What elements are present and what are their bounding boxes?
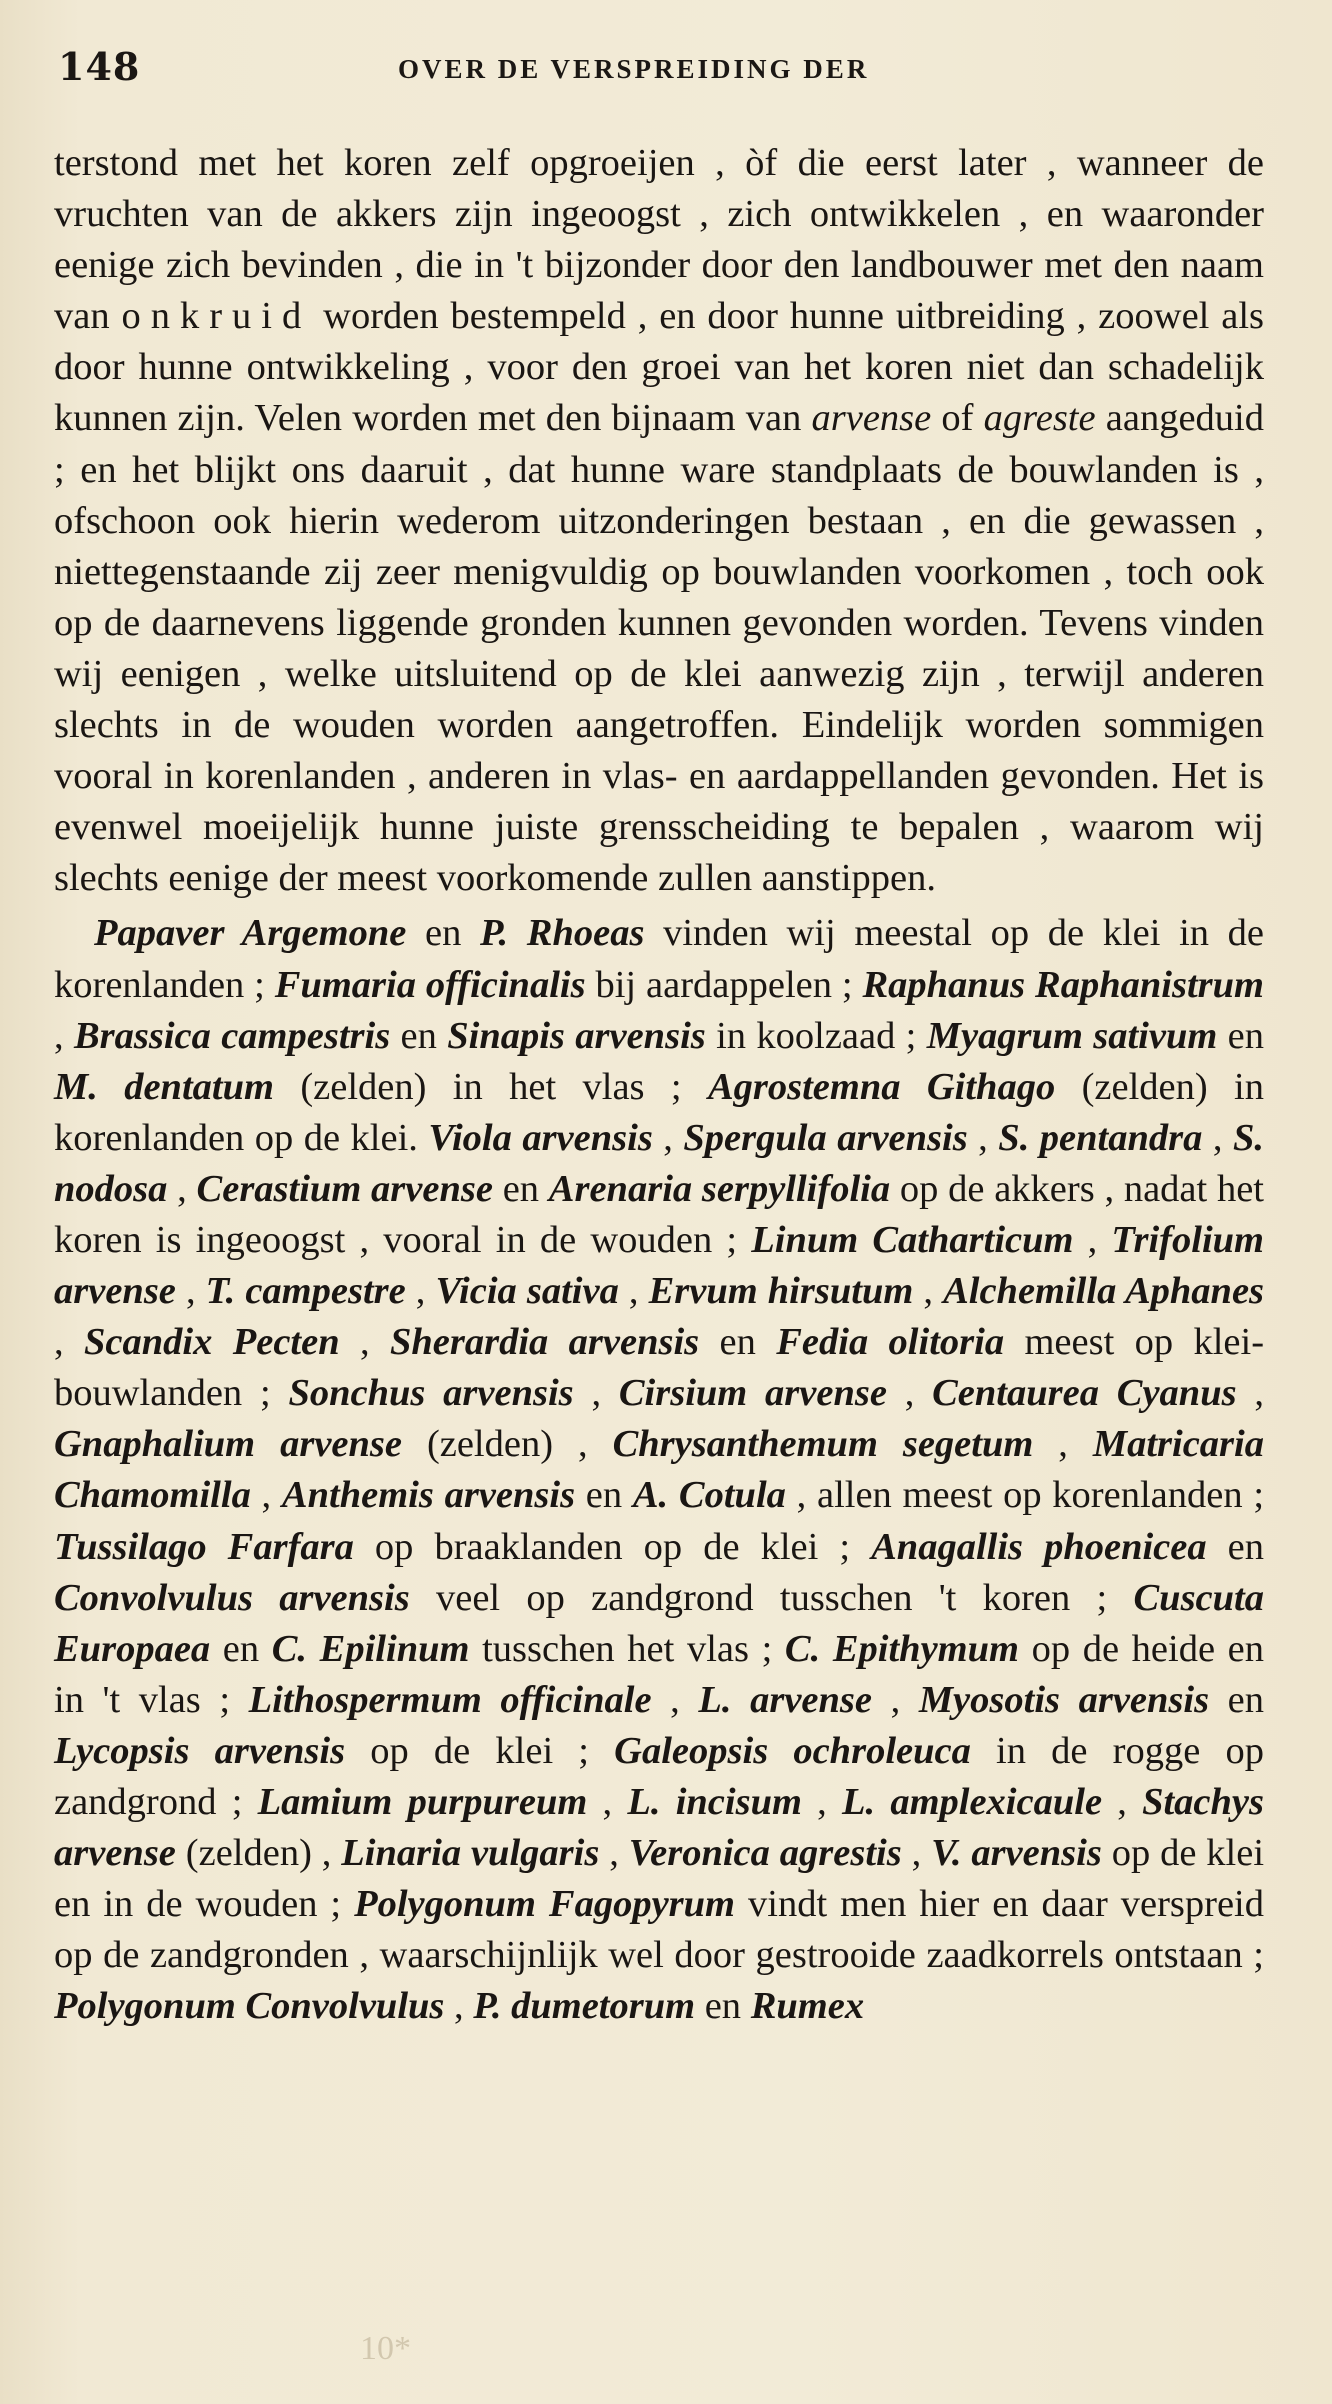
paragraph-2-text: op de heide en in 't vlas ; bbox=[54, 1627, 1264, 1721]
species-name: Anagallis phoenicea bbox=[871, 1525, 1207, 1568]
paragraph-2-text: op braaklanden op de klei ; bbox=[353, 1525, 872, 1568]
species-name: Fumaria officinalis bbox=[274, 963, 586, 1006]
paragraph-2-text: , bbox=[444, 1985, 474, 2028]
paragraph-2-text: , bbox=[1102, 1781, 1143, 1823]
species-name: C. Epithymum bbox=[784, 1627, 1019, 1670]
paragraph-2-text: (zelden) in het vlas ; bbox=[273, 1065, 708, 1108]
paragraph-2-text: , bbox=[1073, 1218, 1112, 1261]
species-name: Vicia sativa bbox=[435, 1270, 619, 1313]
species-name: Sonchus arvensis bbox=[288, 1372, 574, 1415]
paragraph-2-species-list bbox=[54, 908, 1264, 2032]
paragraph-2-text: , bbox=[599, 1832, 629, 1875]
species-name: Ervum hirsutum bbox=[648, 1270, 914, 1313]
paragraph-2-text: meest op klei-bouwlanden ; bbox=[54, 1321, 1265, 1415]
signature-mark: 10* bbox=[360, 2330, 411, 2367]
paragraph-2-text: en bbox=[1209, 1678, 1265, 1721]
species-name: Sinapis arvensis bbox=[447, 1014, 706, 1057]
paragraph-2-text: en bbox=[1206, 1525, 1264, 1568]
species-name: Fedia olitoria bbox=[776, 1321, 1005, 1364]
paragraph-2-text: en bbox=[492, 1167, 549, 1210]
species-name: S. nodosa bbox=[54, 1116, 1265, 1210]
paragraph-2-text: , bbox=[573, 1372, 619, 1415]
species-name: C. Epilinum bbox=[271, 1627, 470, 1670]
species-name: Polygonum Fagopyrum bbox=[354, 1883, 736, 1926]
paragraph-2-text: en bbox=[695, 1985, 751, 2028]
species-name: Lithospermum officinale bbox=[248, 1678, 652, 1721]
paragraph-2-text: en bbox=[406, 912, 480, 955]
paragraph-2-text: , bbox=[901, 1832, 932, 1875]
species-name: Veronica agrestis bbox=[628, 1832, 902, 1875]
paragraph-2-text: in de rogge op zandgrond ; bbox=[54, 1729, 1264, 1823]
species-name: Cerastium arvense bbox=[196, 1167, 493, 1210]
paragraph-2-text: (zelden) , bbox=[401, 1423, 613, 1466]
paragraph-2-text: , bbox=[54, 1321, 84, 1364]
paragraph-2-text: , bbox=[801, 1781, 842, 1823]
species-name: Convolvulus arvensis bbox=[54, 1576, 410, 1619]
paragraph-2-text: , bbox=[339, 1321, 390, 1364]
paragraph-2-text: (zelden) in korenlanden op de klei. bbox=[54, 1065, 1264, 1159]
species-name: Linaria vulgaris bbox=[341, 1832, 600, 1875]
species-name: Brassica campestris bbox=[73, 1014, 391, 1057]
paragraph-2-text: , bbox=[54, 1014, 74, 1057]
paragraph-2-text: veel op zandgrond tusschen 't koren ; bbox=[409, 1576, 1134, 1619]
species-name: A. Cotula bbox=[632, 1474, 786, 1517]
paragraph-2-text: en bbox=[210, 1627, 272, 1670]
species-name: Sherardia arvensis bbox=[389, 1321, 700, 1364]
paragraph-2-text: , bbox=[967, 1116, 999, 1159]
paragraph-2-text: tusschen het vlas ; bbox=[469, 1627, 785, 1670]
species-name: Centaurea Cyanus bbox=[932, 1372, 1237, 1415]
species-name: Cirsium arvense bbox=[618, 1372, 887, 1415]
species-name: V. arvensis bbox=[931, 1832, 1102, 1875]
species-name: P. Rhoeas bbox=[479, 912, 645, 955]
paragraph-1-text-c: of bbox=[931, 397, 984, 440]
paragraph-2-text: , bbox=[250, 1474, 282, 1517]
italic-term-arvense: arvense bbox=[811, 397, 932, 440]
species-name: Gnaphalium arvense bbox=[54, 1423, 402, 1466]
emphasized-word-onkruid: onkruid bbox=[121, 295, 312, 338]
paragraph-2-text: en bbox=[1217, 1014, 1264, 1057]
species-name: S. pentandra bbox=[998, 1116, 1203, 1159]
running-title: OVER DE VERSPREIDING DER bbox=[398, 54, 870, 84]
page-header bbox=[58, 44, 1278, 104]
paragraph-2-text: , bbox=[1202, 1116, 1233, 1159]
paragraph-2-text: , allen meest op korenlanden ; bbox=[785, 1474, 1265, 1517]
paragraph-2-text: , bbox=[1033, 1423, 1093, 1466]
paragraph-2-text: , bbox=[652, 1116, 684, 1159]
paragraph-2-text: , bbox=[886, 1372, 933, 1415]
species-name: Lamium purpureum bbox=[257, 1781, 588, 1823]
species-name: Galeopsis ochroleuca bbox=[614, 1729, 971, 1772]
species-name: Alchemilla Aphanes bbox=[943, 1270, 1265, 1313]
paragraph-2-text: vindt men hier en daar verspreid op de zandgronden , waarschijnlijk wel door gestrooide zaadkorrels ontstaan ; bbox=[54, 1883, 1264, 1977]
species-name: P. dumetorum bbox=[473, 1985, 696, 2028]
species-name: Tussilago Farfara bbox=[54, 1525, 354, 1568]
species-name: L. amplexicaule bbox=[841, 1781, 1103, 1823]
page-number: 148 bbox=[58, 44, 141, 89]
paragraph-2-text: op de klei ; bbox=[345, 1729, 615, 1772]
paragraph-1-text-a: terstond met het koren zelf opgroeijen , òf die eerst later , wanneer de vruchten van de akkers zijn ingeoogst , zich ontwikkelen , en waaronder eenige zich bevinden , die in 't bijzonder door den landbouwer met den naam van bbox=[54, 142, 1264, 338]
species-name: T. campestre bbox=[205, 1270, 406, 1313]
species-name: Papaver Argemone bbox=[94, 912, 407, 955]
species-name: L. arvense bbox=[698, 1678, 872, 1721]
paragraph-2-text: op de klei en in de wouden ; bbox=[54, 1832, 1265, 1926]
species-name: Stachys arvense bbox=[54, 1781, 1265, 1875]
species-name: Chrysanthemum segetum bbox=[612, 1423, 1034, 1466]
species-name: Linum Catharticum bbox=[751, 1218, 1074, 1261]
paragraph-1 bbox=[54, 138, 1264, 904]
species-name: Anthemis arvensis bbox=[281, 1474, 576, 1517]
species-name: Polygonum Convolvulus bbox=[54, 1985, 445, 2028]
species-name: M. dentatum bbox=[54, 1065, 274, 1108]
species-name: Scandix Pecten bbox=[84, 1321, 340, 1364]
body-text bbox=[54, 138, 1264, 2032]
paragraph-2-text: , bbox=[1236, 1372, 1264, 1415]
paragraph-2-text: vinden wij meestal op de klei in de korenlanden ; bbox=[54, 912, 1264, 1006]
paragraph-2-text: , bbox=[587, 1781, 628, 1823]
species-name: Raphanus Raphanistrum bbox=[862, 963, 1264, 1006]
paragraph-2-text: en bbox=[699, 1321, 777, 1364]
paragraph-1-text-b: worden bestempeld , en door hunne uitbreiding , zoowel als door hunne ontwikkeling , voor den groei van het koren niet dan schadelijk kunnen zijn. Velen worden met den bijnaam van bbox=[54, 295, 1265, 440]
paragraph-2-text: en bbox=[575, 1474, 633, 1517]
paragraph-2-text: en bbox=[390, 1014, 448, 1057]
paragraph-2-text: (zelden) , bbox=[175, 1832, 342, 1875]
paragraph-2-text: , bbox=[167, 1167, 197, 1210]
paragraph-2-text: , bbox=[651, 1678, 699, 1721]
species-name: Cuscuta Europaea bbox=[54, 1576, 1265, 1670]
species-name: Viola arvensis bbox=[428, 1116, 653, 1159]
species-name: Matricaria Chamomilla bbox=[54, 1423, 1264, 1517]
species-name: Rumex bbox=[750, 1985, 865, 2028]
paragraph-2-text: , bbox=[405, 1270, 436, 1313]
italic-term-agreste: agreste bbox=[983, 397, 1096, 440]
species-name: Trifolium arvense bbox=[54, 1218, 1264, 1313]
species-name: L. incisum bbox=[627, 1781, 802, 1823]
paragraph-2-text: , bbox=[913, 1270, 944, 1313]
species-name: Myosotis arvensis bbox=[918, 1678, 1210, 1721]
paragraph-2-text: , bbox=[872, 1678, 919, 1721]
species-name: Spergula arvensis bbox=[683, 1116, 968, 1159]
paragraph-2-text: , bbox=[175, 1270, 206, 1313]
species-name: Lycopsis arvensis bbox=[54, 1729, 346, 1772]
species-name: Myagrum sativum bbox=[926, 1014, 1218, 1057]
paragraph-2-text: bij aardappelen ; bbox=[585, 963, 863, 1006]
species-name: Arenaria serpyllifolia bbox=[548, 1167, 891, 1210]
paragraph-2-text: op de akkers , nadat het koren is ingeoogst , vooral in de wouden ; bbox=[54, 1167, 1264, 1261]
species-name: Agrostemna Githago bbox=[707, 1065, 1056, 1108]
paragraph-2-text: in koolzaad ; bbox=[705, 1014, 927, 1057]
paragraph-2-text: , bbox=[618, 1270, 649, 1313]
paragraph-1-text-d: aangeduid ; en het blijkt ons daaruit , dat hunne ware standplaats de bouwlanden is , ofschoon ook hierin wederom uitzonderingen bestaan , en die gewassen , niettegenstaande zij zeer menigvuldig op bouwlanden voorkomen , toch ook op de daarnevens liggende gronden kunnen gevonden worden. Tevens vinden wij eenigen , welke uitsluitend op de klei aanwezig zijn , terwijl anderen slechts in de wouden worden aangetroffen. Eindelijk worden sommigen vooral in korenlanden , anderen in vlas- en aardappellanden gevonden. Het is evenwel moeijelijk hunne juiste grensscheiding te bepalen , waarom wij slechts eenige der meest voorkomende zullen aanstippen. bbox=[54, 397, 1264, 900]
